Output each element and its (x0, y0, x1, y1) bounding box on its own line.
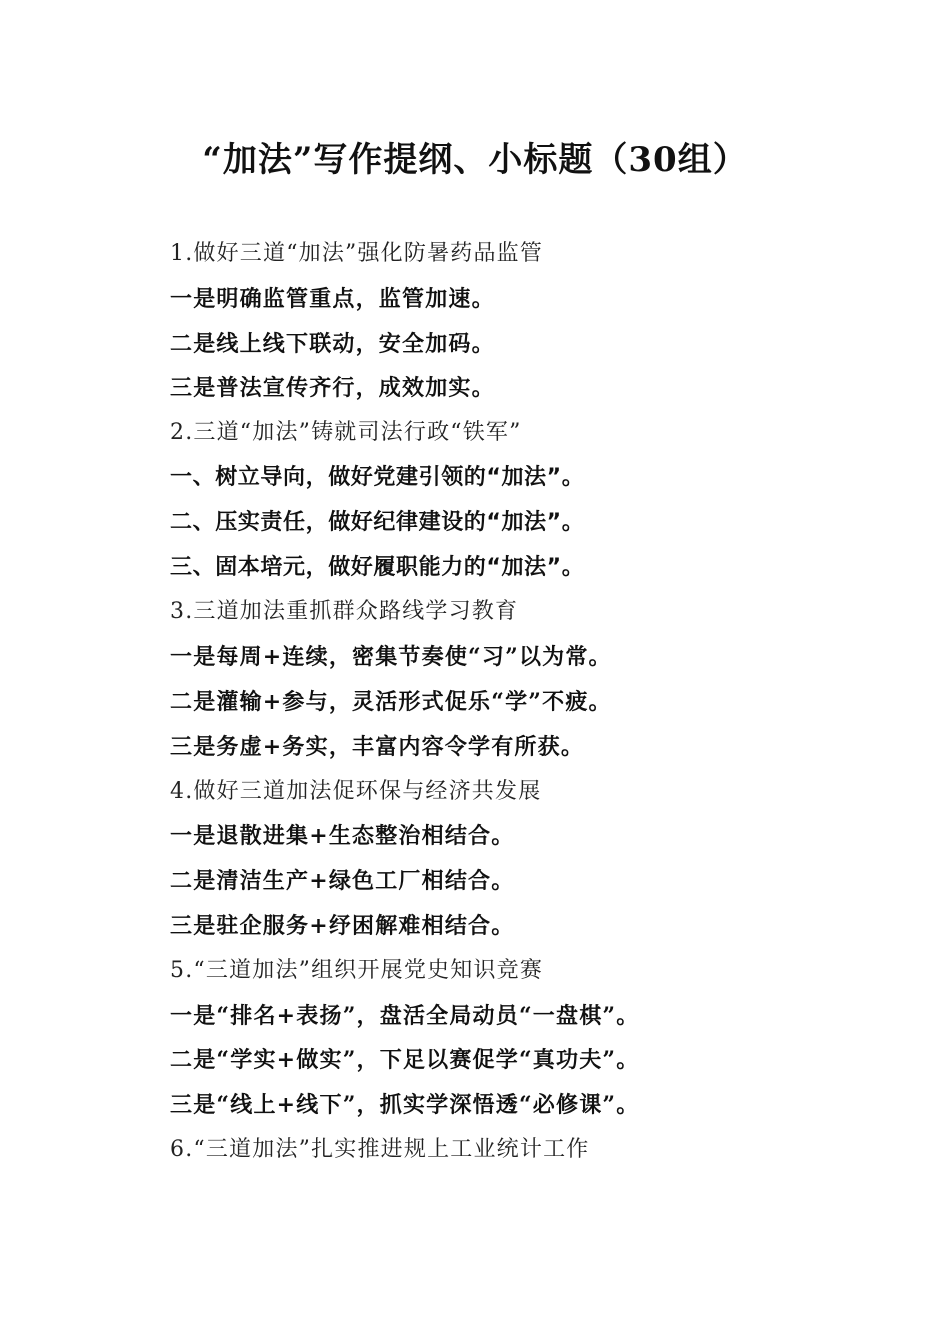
section-heading: 3.三道加法重抓群众路线学习教育 (170, 599, 519, 625)
section-heading: 1.做好三道“加法”强化防暑药品监管 (170, 241, 544, 266)
section-heading: 6.“三道加法”扎实推进规上工业统计工作 (170, 1136, 590, 1162)
section-heading: 4.做好三道加法促环保与经济共发展 (170, 778, 542, 804)
outline-item: 二是清洁生产+绿色工厂相结合。 (170, 868, 515, 895)
outline-item: 三是驻企服务+纾困解难相结合。 (170, 912, 515, 939)
outline-item: 二是灌输+参与，灵活形式促乐“学”不疲。 (170, 688, 612, 715)
outline-item: 一是“排名+表扬”，盘活全局动员“一盘棋”。 (170, 1002, 640, 1029)
outline-item: 三是“线上+线下”，抓实学深悟透“必修课”。 (170, 1092, 640, 1119)
outline-item: 二是“学实+做实”，下足以赛促学“真功夫”。 (170, 1047, 640, 1074)
section-heading: 5.“三道加法”组织开展党史知识竞赛 (170, 957, 544, 983)
outline-item: 一是每周+连续，密集节奏使“习”以为常。 (170, 644, 612, 671)
outline-item: 一是退散进集+生态整治相结合。 (170, 823, 515, 850)
document-title: “加法”写作提纲、小标题（30组） (202, 140, 748, 180)
outline-item: 一是明确监管重点，监管加速。 (170, 285, 495, 312)
outline-item: 二是线上线下联动，安全加码。 (170, 330, 495, 357)
outline-item: 三是普法宣传齐行，成效加实。 (170, 375, 495, 402)
outline-item: 一、树立导向，做好党建引领的“加法”。 (170, 464, 585, 490)
document-body (170, 232, 870, 1173)
outline-item: 三、固本培元，做好履职能力的“加法”。 (170, 554, 585, 580)
outline-item: 二、压实责任，做好纪律建设的“加法”。 (170, 509, 585, 535)
section-heading: 2.三道“加法”铸就司法行政“铁军” (170, 420, 522, 446)
outline-item: 三是务虚+务实，丰富内容令学有所获。 (170, 733, 585, 760)
